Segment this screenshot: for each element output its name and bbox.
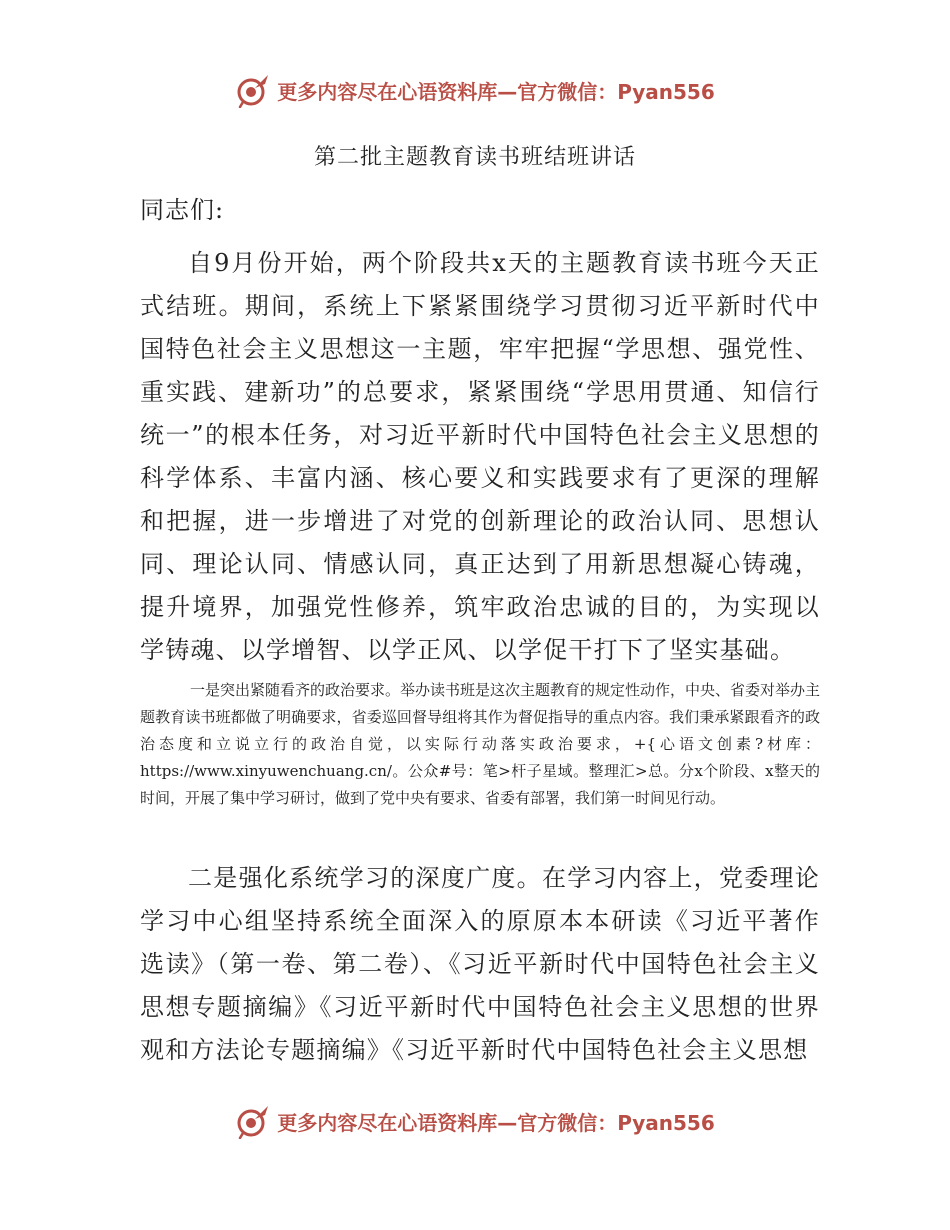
document-title: 第二批主题教育读书班结班讲话 <box>313 145 636 170</box>
paragraph-intro: 自9月份开始，两个阶段共x天的主题教育读书班今天正式结班。期间，系统上下紧紧围绕学习贯彻习近平新时代中国特色社会主义思想这一主题，牢牢把握“学思想、强党性、重实践、建新功”的总要求，紧紧围绕“学思用贯通、知信行统一”的根本任务，对习近平新时代中国特色社会主义思想的科学体系、丰富内涵、核心要义和实践要求有了更深的理解和把握，进一步增进了对党的创新理论的政治认同、思想认同、理论认同、情感认同，真正达到了用新思想凝心铸魂，提升境界，加强党性修养，筑牢政治忠诚的目的，为实现以学铸魂、以学增智、以学正风、以学促干打下了坚实基础。 <box>140 249 820 664</box>
greeting: 同志们: <box>140 196 225 224</box>
quill-logo-icon <box>235 1103 271 1139</box>
watermark-text: 更多内容尽在心语资料库—官方微信：Pyan556 <box>277 1110 715 1135</box>
paragraph-political-requirement: 一是突出紧随看齐的政治要求。举办读书班是这次主题教育的规定性动作，中央、省委对举办主题教育读书班都做了明确要求，省委巡回督导组将其作为督促指导的重点内容。我们秉承紧跟看齐的政治态度和立说立行的政治自觉，以实际行动落实政治要求，+{心语文创素?材库：https://www.xinyuwenchuang.cn/。公众#号：笔>杆子星域。整理汇>总。分x个阶段、x整天的时间，开展了集中学习研讨，做到了党中央有要求、省委有部署，我们第一时间见行动。 <box>140 681 821 807</box>
watermark-text: 更多内容尽在心语资料库—官方微信：Pyan556 <box>277 79 715 104</box>
watermark-header <box>0 70 950 110</box>
quill-logo-icon <box>235 72 271 108</box>
paragraph-systematic-study: 二是强化系统学习的深度广度。在学习内容上，党委理论学习中心组坚持系统全面深入的原原本本研读《习近平著作选读》（第一卷、第二卷）、《习近平新时代中国特色社会主义思想专题摘编》《习近平新时代中国特色社会主义思想的世界观和方法论专题摘编》《习近平新时代中国特色社会主义思想 <box>140 864 820 1064</box>
watermark-footer <box>0 1101 950 1141</box>
